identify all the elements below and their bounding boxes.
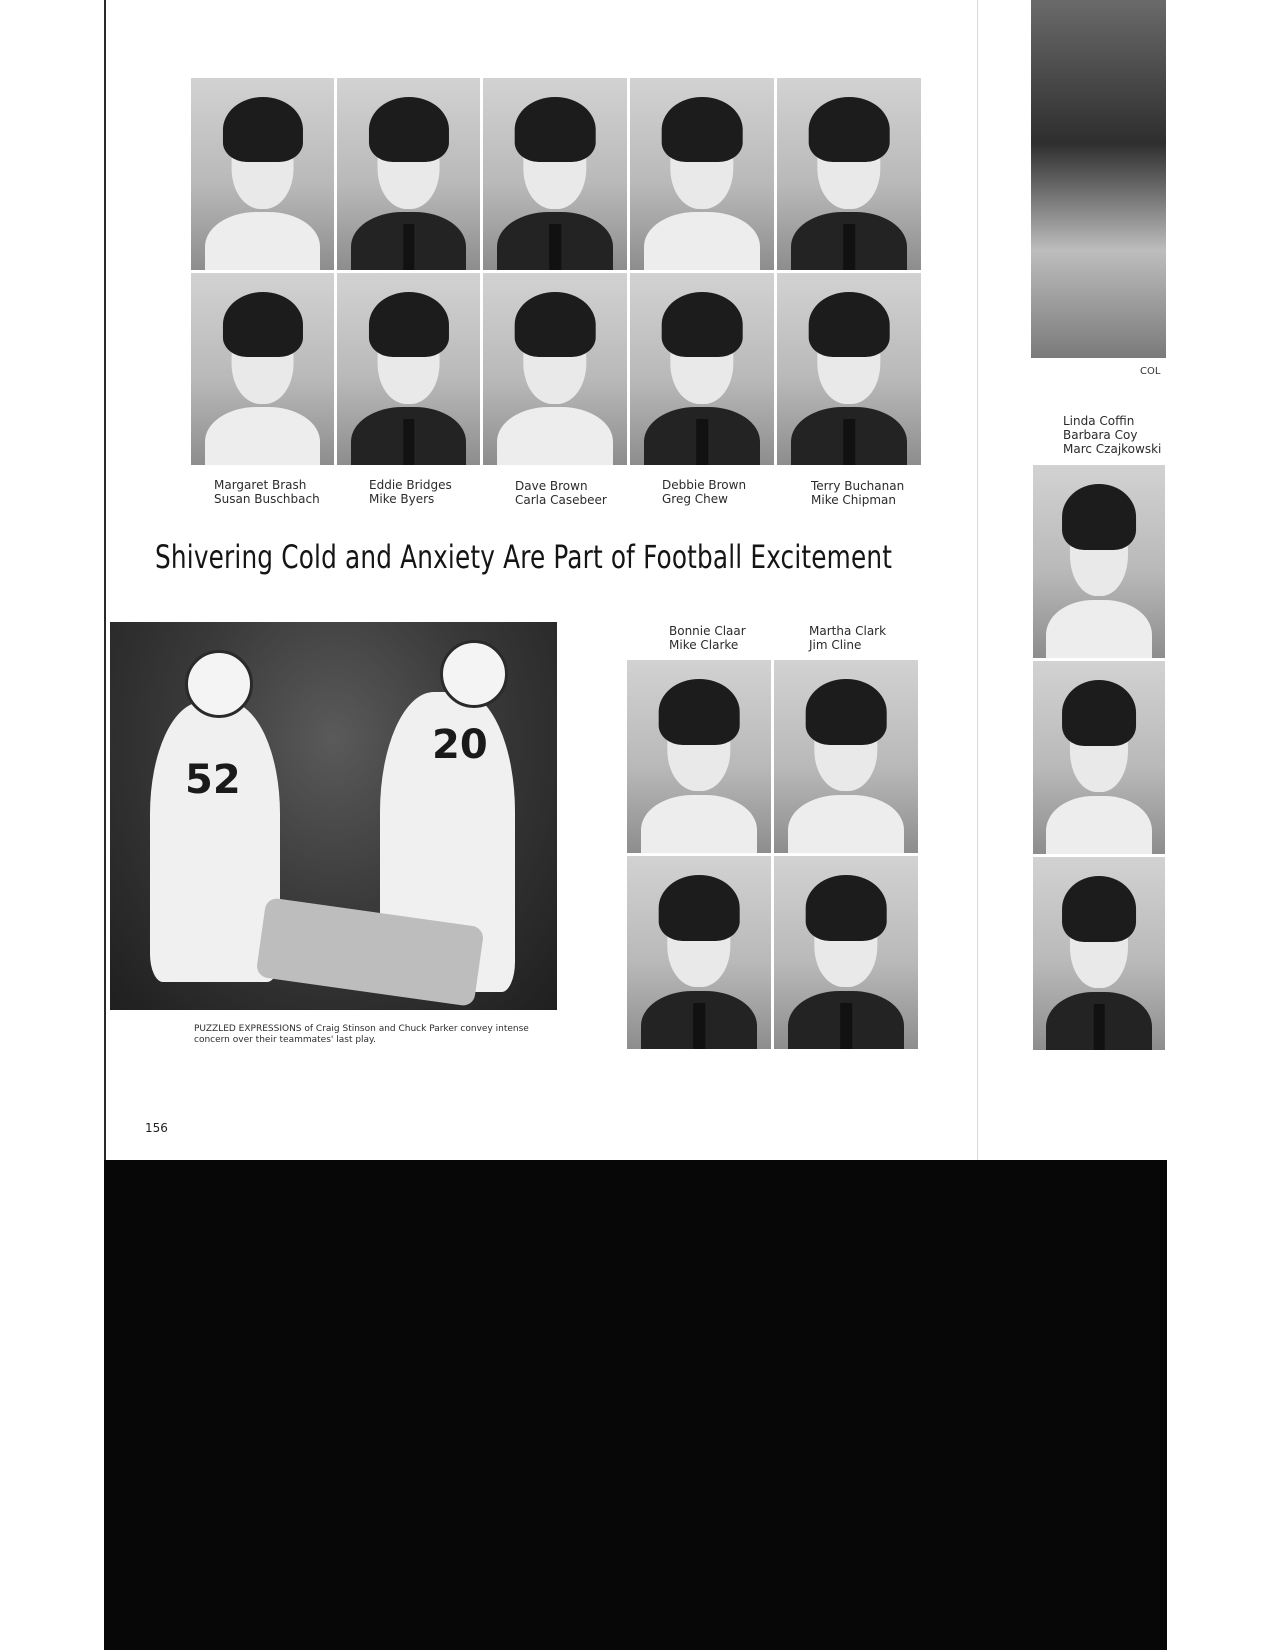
- name-caption: [214, 478, 320, 506]
- name-caption: [1063, 414, 1161, 456]
- jersey-number-left: 52: [185, 757, 241, 803]
- caption-text: of Craig Stinson and Chuck Parker convey intense concern over their teammates' last play.: [194, 1024, 529, 1045]
- photo-caption: [194, 1024, 564, 1046]
- portrait-photo: [627, 856, 771, 1049]
- portrait-photo: [777, 78, 921, 270]
- section-label: COL: [1140, 366, 1161, 377]
- name-line: Eddie Bridges: [369, 478, 452, 492]
- candid-photo: [1031, 0, 1166, 358]
- name-line: Bonnie Claar: [669, 624, 746, 638]
- helmet-right: [440, 640, 508, 708]
- name-line: Dave Brown: [515, 479, 588, 493]
- portrait-photo: [191, 273, 334, 465]
- portrait-photo: [337, 78, 480, 270]
- name-caption: [811, 479, 904, 507]
- portrait-photo: [630, 78, 774, 270]
- name-line: Barbara Coy: [1063, 428, 1138, 442]
- page-headline: Shivering Cold and Anxiety Are Part of Football Excitement: [155, 538, 893, 576]
- name-line: Linda Coffin: [1063, 414, 1135, 428]
- helmet-left: [185, 650, 253, 718]
- name-line: Mike Chipman: [811, 493, 896, 507]
- name-line: Terry Buchanan: [811, 479, 905, 493]
- portrait-photo: [483, 78, 627, 270]
- scan-background: [104, 1160, 1167, 1650]
- name-line: Jim Cline: [809, 638, 862, 652]
- name-line: Mike Clarke: [669, 638, 739, 652]
- name-line: Greg Chew: [662, 492, 728, 506]
- portrait-photo: [777, 273, 921, 465]
- portrait-photo: [630, 273, 774, 465]
- name-line: Susan Buschbach: [214, 492, 320, 506]
- name-caption: [369, 478, 452, 506]
- portrait-photo: [337, 273, 480, 465]
- scan-margin: [1167, 0, 1275, 1650]
- page-number: 156: [145, 1121, 168, 1135]
- portrait-photo: [1033, 465, 1165, 658]
- name-caption: [662, 478, 746, 506]
- name-caption: [515, 479, 607, 507]
- name-line: Mike Byers: [369, 492, 435, 506]
- caption-lead: PUZZLED EXPRESSIONS: [194, 1024, 302, 1034]
- portrait-photo: [774, 660, 918, 853]
- portrait-photo: [627, 660, 771, 853]
- portrait-photo: [191, 78, 334, 270]
- name-line: Carla Casebeer: [515, 493, 607, 507]
- name-line: Martha Clark: [809, 624, 887, 638]
- jersey-number-right: 20: [432, 722, 488, 768]
- portrait-photo: [774, 856, 918, 1049]
- portrait-photo: [483, 273, 627, 465]
- page-fold: [977, 0, 978, 1160]
- name-caption: [809, 624, 886, 652]
- name-caption: [669, 624, 746, 652]
- portrait-photo: [1033, 857, 1165, 1050]
- name-line: Debbie Brown: [662, 478, 747, 492]
- page-left-rule: [104, 0, 106, 1160]
- name-line: Margaret Brash: [214, 478, 307, 492]
- portrait-photo: [1033, 661, 1165, 854]
- name-line: Marc Czajkowski: [1063, 442, 1162, 456]
- football-photo: [110, 622, 557, 1010]
